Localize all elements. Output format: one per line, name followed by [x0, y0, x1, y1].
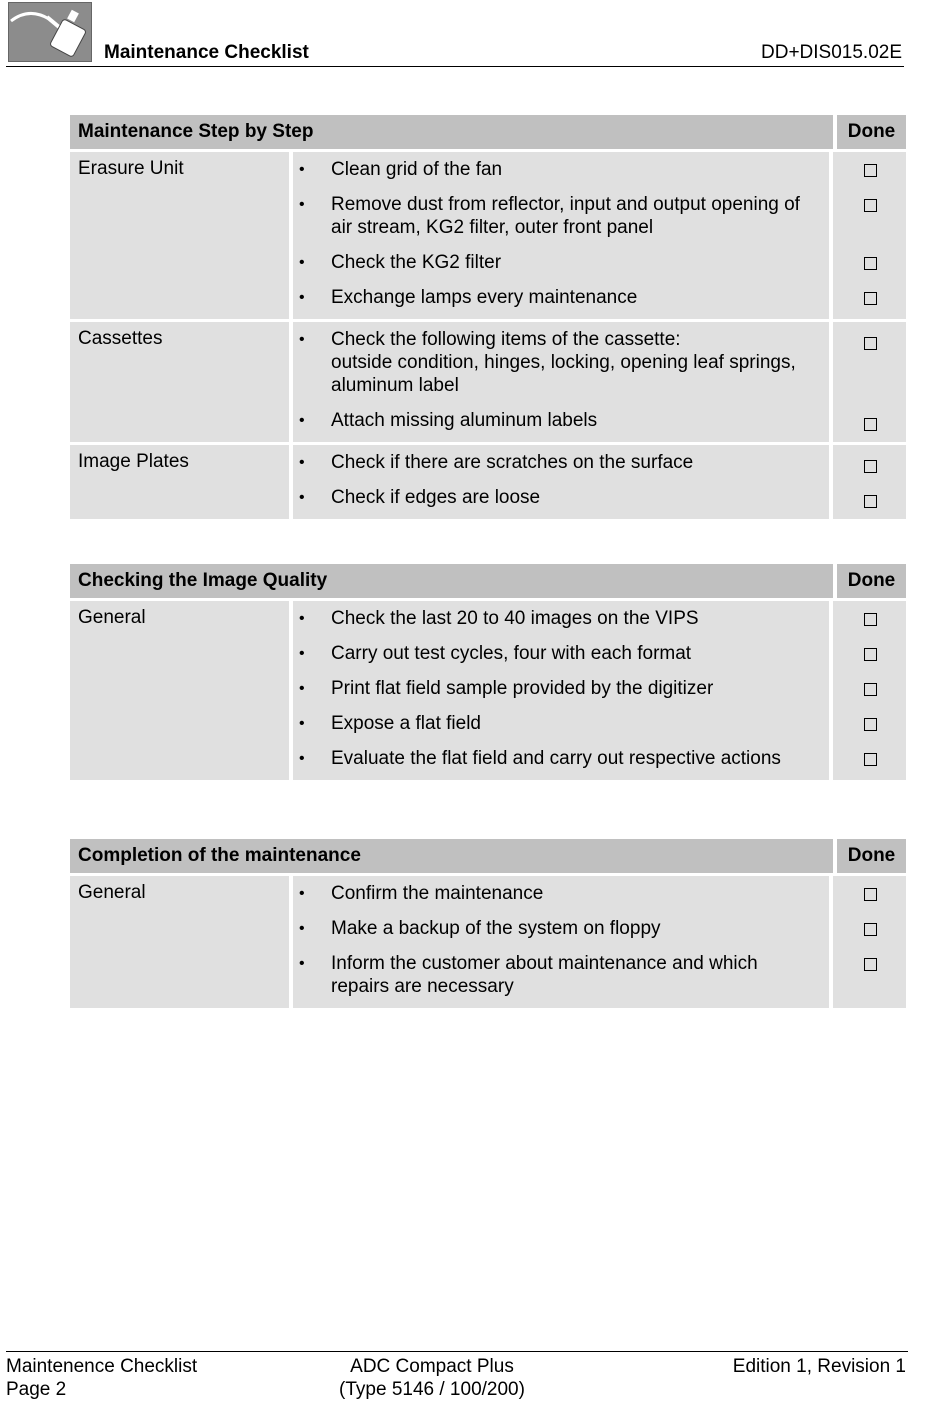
- bullet-icon: •: [299, 254, 305, 271]
- done-checkbox[interactable]: [864, 495, 877, 508]
- done-cell: [833, 319, 906, 442]
- bullet-icon: •: [299, 645, 305, 662]
- done-checkbox[interactable]: [864, 460, 877, 473]
- checklist-table: [70, 564, 906, 780]
- category-label: Erasure Unit: [70, 152, 293, 319]
- done-cell: [833, 152, 906, 319]
- done-checkbox[interactable]: [864, 257, 877, 270]
- done-column-header: Done: [833, 115, 906, 152]
- done-cell: [833, 876, 906, 1008]
- step-text: Expose a flat field: [331, 713, 481, 734]
- step-list: [293, 322, 829, 442]
- list-item: [293, 286, 829, 309]
- step-text: Check the last 20 to 40 images on the VIPS: [331, 608, 699, 629]
- steps-cell: [293, 152, 833, 319]
- step-text: Inform the customer about maintenance and which: [331, 953, 758, 974]
- list-item: [293, 677, 829, 700]
- bullet-icon: •: [299, 920, 305, 937]
- bullet-icon: •: [299, 196, 305, 213]
- step-text: Check the KG2 filter: [331, 252, 502, 273]
- step-text: Attach missing aluminum labels: [331, 410, 598, 431]
- footer-left: [6, 1355, 197, 1401]
- oil-can-logo-icon: [8, 2, 92, 62]
- table-row: [70, 152, 906, 319]
- step-text: outside condition, hinges, locking, opening leaf springs,: [331, 352, 796, 373]
- done-column-header: Done: [833, 839, 906, 876]
- done-checkbox[interactable]: [864, 292, 877, 305]
- done-checkbox[interactable]: [864, 958, 877, 971]
- bullet-icon: •: [299, 454, 305, 471]
- list-item: [293, 917, 829, 940]
- bullet-icon: •: [299, 412, 305, 429]
- done-cell: [833, 601, 906, 780]
- bullet-icon: •: [299, 489, 305, 506]
- list-item: [293, 193, 829, 239]
- section-heading: Checking the Image Quality: [70, 564, 833, 601]
- done-checkbox[interactable]: [864, 199, 877, 212]
- table-row: [70, 319, 906, 442]
- checklist-table: [70, 839, 906, 1008]
- list-item: [293, 451, 829, 474]
- bullet-icon: •: [299, 680, 305, 697]
- steps-cell: [293, 876, 833, 1008]
- done-checkbox[interactable]: [864, 888, 877, 901]
- list-item: [293, 328, 829, 397]
- document-id: DD+DIS015.02E: [761, 42, 902, 63]
- category-label: Image Plates: [70, 442, 293, 519]
- bullet-icon: •: [299, 289, 305, 306]
- bullet-icon: •: [299, 161, 305, 178]
- list-item: [293, 712, 829, 735]
- step-list: [293, 445, 829, 519]
- list-item: [293, 486, 829, 509]
- section-heading: Completion of the maintenance: [70, 839, 833, 876]
- step-text: air stream, KG2 filter, outer front panel: [331, 217, 654, 238]
- done-checkbox[interactable]: [864, 683, 877, 696]
- step-text: repairs are necessary: [331, 976, 514, 997]
- bullet-icon: •: [299, 715, 305, 732]
- footer-type: (Type 5146 / 100/200): [339, 1379, 525, 1400]
- done-checkbox[interactable]: [864, 613, 877, 626]
- step-text: Clean grid of the fan: [331, 159, 503, 180]
- footer-center: [332, 1355, 532, 1401]
- page-header: [6, 0, 904, 67]
- bullet-icon: •: [299, 885, 305, 902]
- step-text: Print flat field sample provided by the digitizer: [331, 678, 714, 699]
- footer-product: ADC Compact Plus: [350, 1356, 514, 1377]
- steps-cell: [293, 442, 833, 519]
- document-title: Maintenance Checklist: [104, 42, 309, 63]
- step-text: Remove dust from reflector, input and output opening of: [331, 194, 800, 215]
- list-item: [293, 952, 829, 998]
- table-row: [70, 876, 906, 1008]
- list-item: [293, 158, 829, 181]
- step-text: Carry out test cycles, four with each format: [331, 643, 692, 664]
- category-label: General: [70, 876, 293, 1008]
- checklist-table: [70, 115, 906, 519]
- done-checkbox[interactable]: [864, 923, 877, 936]
- done-checkbox[interactable]: [864, 164, 877, 177]
- done-checkbox[interactable]: [864, 718, 877, 731]
- done-checkbox[interactable]: [864, 337, 877, 350]
- step-list: [293, 152, 829, 319]
- step-text: Check if there are scratches on the surface: [331, 452, 694, 473]
- list-item: [293, 607, 829, 630]
- list-item: [293, 251, 829, 274]
- bullet-icon: •: [299, 955, 305, 972]
- done-cell: [833, 442, 906, 519]
- list-item: [293, 409, 829, 432]
- category-label: General: [70, 601, 293, 780]
- bullet-icon: •: [299, 610, 305, 627]
- footer-doc-name: Maintenence Checklist: [6, 1356, 198, 1377]
- footer-page-number: Page 2: [6, 1379, 67, 1400]
- step-text: Check the following items of the cassette:: [331, 329, 681, 350]
- page-footer: [6, 1351, 908, 1401]
- done-checkbox[interactable]: [864, 648, 877, 661]
- steps-cell: [293, 601, 833, 780]
- step-text: Check if edges are loose: [331, 487, 541, 508]
- done-checkbox[interactable]: [864, 753, 877, 766]
- steps-cell: [293, 319, 833, 442]
- step-text: Make a backup of the system on floppy: [331, 918, 661, 939]
- section-heading: Maintenance Step by Step: [70, 115, 833, 152]
- step-list: [293, 601, 829, 780]
- step-text: Confirm the maintenance: [331, 883, 544, 904]
- footer-right: [733, 1355, 906, 1378]
- list-item: [293, 882, 829, 905]
- step-text: Evaluate the flat field and carry out respective actions: [331, 748, 781, 769]
- step-text: aluminum label: [331, 375, 459, 396]
- done-column-header: Done: [833, 564, 906, 601]
- list-item: [293, 747, 829, 770]
- table-row: [70, 442, 906, 519]
- category-label: Cassettes: [70, 319, 293, 442]
- step-text: Exchange lamps every maintenance: [331, 287, 638, 308]
- list-item: [293, 642, 829, 665]
- bullet-icon: •: [299, 750, 305, 767]
- footer-edition: Edition 1, Revision 1: [732, 1356, 906, 1377]
- step-list: [293, 876, 829, 1008]
- done-checkbox[interactable]: [864, 418, 877, 431]
- bullet-icon: •: [299, 331, 305, 348]
- table-row: [70, 601, 906, 780]
